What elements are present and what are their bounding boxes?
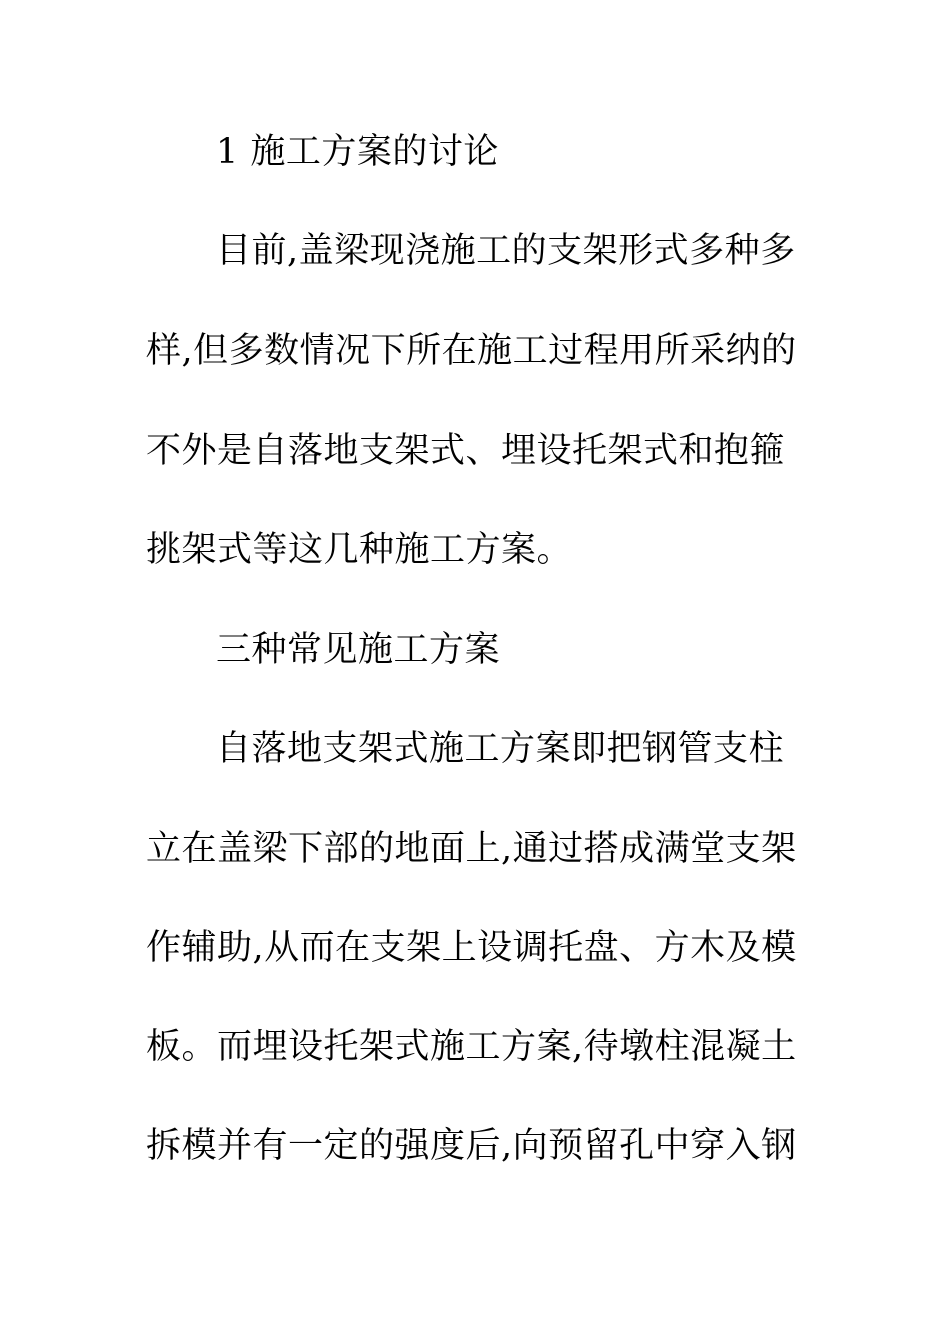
paragraph-line: 拆模并有一定的强度后,向预留孔中穿入钢	[146, 1126, 797, 1166]
paragraph-line: 作辅助,从而在支架上设调托盘、方木及模	[146, 928, 797, 968]
paragraph-line: 板。而埋设托架式施工方案,待墩柱混凝土	[146, 1027, 797, 1067]
paragraph-line: 自落地支架式施工方案即把钢管支柱	[216, 729, 785, 769]
paragraph-line: 目前,盖梁现浇施工的支架形式多种多	[216, 231, 796, 271]
paragraph-line: 立在盖梁下部的地面上,通过搭成满堂支架	[146, 829, 797, 869]
paragraph-line: 不外是自落地支架式、埋设托架式和抱箍	[146, 431, 786, 471]
paragraph-line: 挑架式等这几种施工方案。	[146, 530, 573, 570]
sub-heading: 三种常见施工方案	[216, 630, 501, 670]
section-heading: 1 施工方案的讨论	[216, 132, 499, 172]
paragraph-line: 样,但多数情况下所在施工过程用所采纳的	[146, 331, 797, 371]
